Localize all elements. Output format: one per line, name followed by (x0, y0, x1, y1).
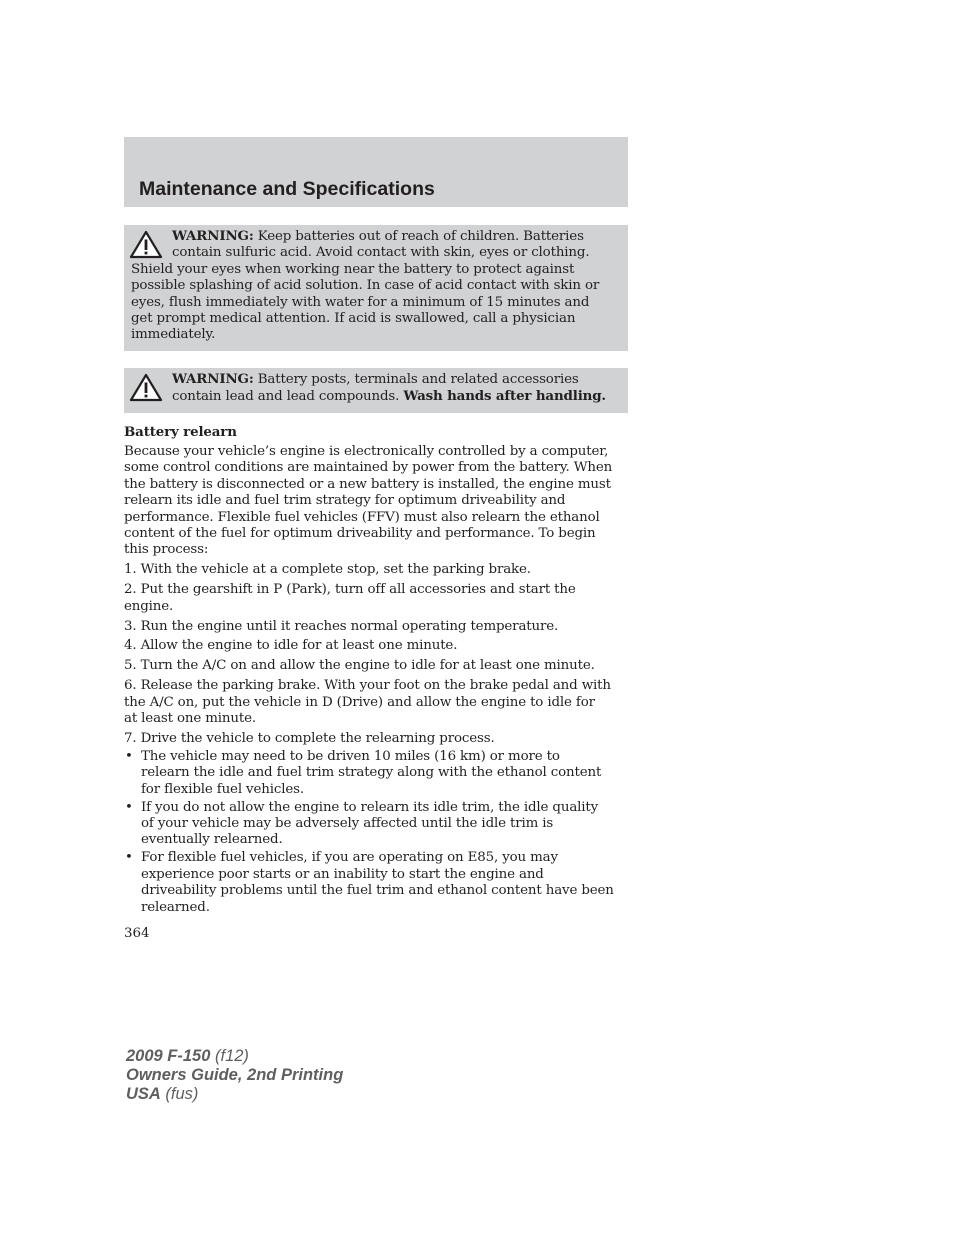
battery-relearn-body (124, 444, 634, 916)
bullet-icon: • (125, 799, 133, 815)
numbered-step: 7. Drive the vehicle to complete the relearning process. (124, 731, 495, 746)
warning-box-lead (124, 368, 628, 413)
numbered-step: 2. Put the gearshift in P (Park), turn off all accessories and start the engine. (124, 582, 576, 614)
section-header-bar (124, 137, 628, 207)
bullet-item: • For flexible fuel vehicles, if you are operating on E85, you may experience poor starts or an inability to start the engine and driveability problems until the fuel trim and ethanol content have been relearned. (125, 850, 614, 915)
wash-hands-emphasis: Wash hands after handling. (403, 388, 606, 405)
bullet-item: • The vehicle may need to be driven 10 miles (16 km) or more to relearn the idle and fuel trim strategy along with the ethanol content for flexible fuel vehicles. (125, 748, 602, 797)
warning-text: WARNING: Battery posts, terminals and related accessories contain lead and lead compounds. Wash hands after handling. (172, 371, 606, 405)
intro-paragraph: Because your vehicle’s engine is electronically controlled by a computer, some control conditions are maintained by power from the battery. When the battery is disconnected or a new battery is installed, the engine must relearn its idle and fuel trim strategy for optimum driveability and performance. Flexible fuel vehicles (FFV) must also relearn the ethanol content of the fuel for optimum driveability and performance. To begin this process: (124, 444, 613, 558)
bullet-item: • If you do not allow the engine to relearn its idle trim, the idle quality of your vehicle may be adversely affected until the idle trim is eventually relearned. (125, 799, 599, 848)
numbered-step: 1. With the vehicle at a complete stop, set the parking brake. (124, 562, 531, 578)
document-footer: 2009 F-150 (f12) Owners Guide, 2nd Printing USA (fus) (126, 1047, 344, 1103)
warning-label: WARNING: (172, 228, 254, 244)
bullet-icon: • (125, 850, 133, 866)
section-title: Maintenance and Specifications (139, 178, 435, 200)
section-heading: Battery relearn (124, 424, 237, 440)
warning-text: WARNING: Keep batteries out of reach of children. Batteries contain sulfuric acid. Avoid contact with skin, eyes or clothing. Shield your eyes when working near the battery to protect against possible splashing of acid solution. In case of acid contact with skin or eyes, flush immediately with water for a minimum of 15 minutes and get prompt medical attention. If acid is swallowed, call a physician immediately. (131, 228, 600, 343)
numbered-step: 3. Run the engine until it reaches normal operating temperature. (124, 618, 559, 634)
numbered-step: 4. Allow the engine to idle for at least one minute. (124, 638, 458, 654)
numbered-step: 6. Release the parking brake. With your foot on the brake pedal and with the A/C on, put the vehicle in D (Drive) and allow the engine to idle for at least one minute. (124, 678, 611, 727)
page-number: 364 (124, 926, 150, 941)
warning-label: WARNING: (172, 371, 254, 387)
bullet-icon: • (125, 748, 133, 764)
numbered-step: 5. Turn the A/C on and allow the engine to idle for at least one minute. (124, 658, 595, 674)
warning-box-battery-acid (124, 225, 628, 351)
